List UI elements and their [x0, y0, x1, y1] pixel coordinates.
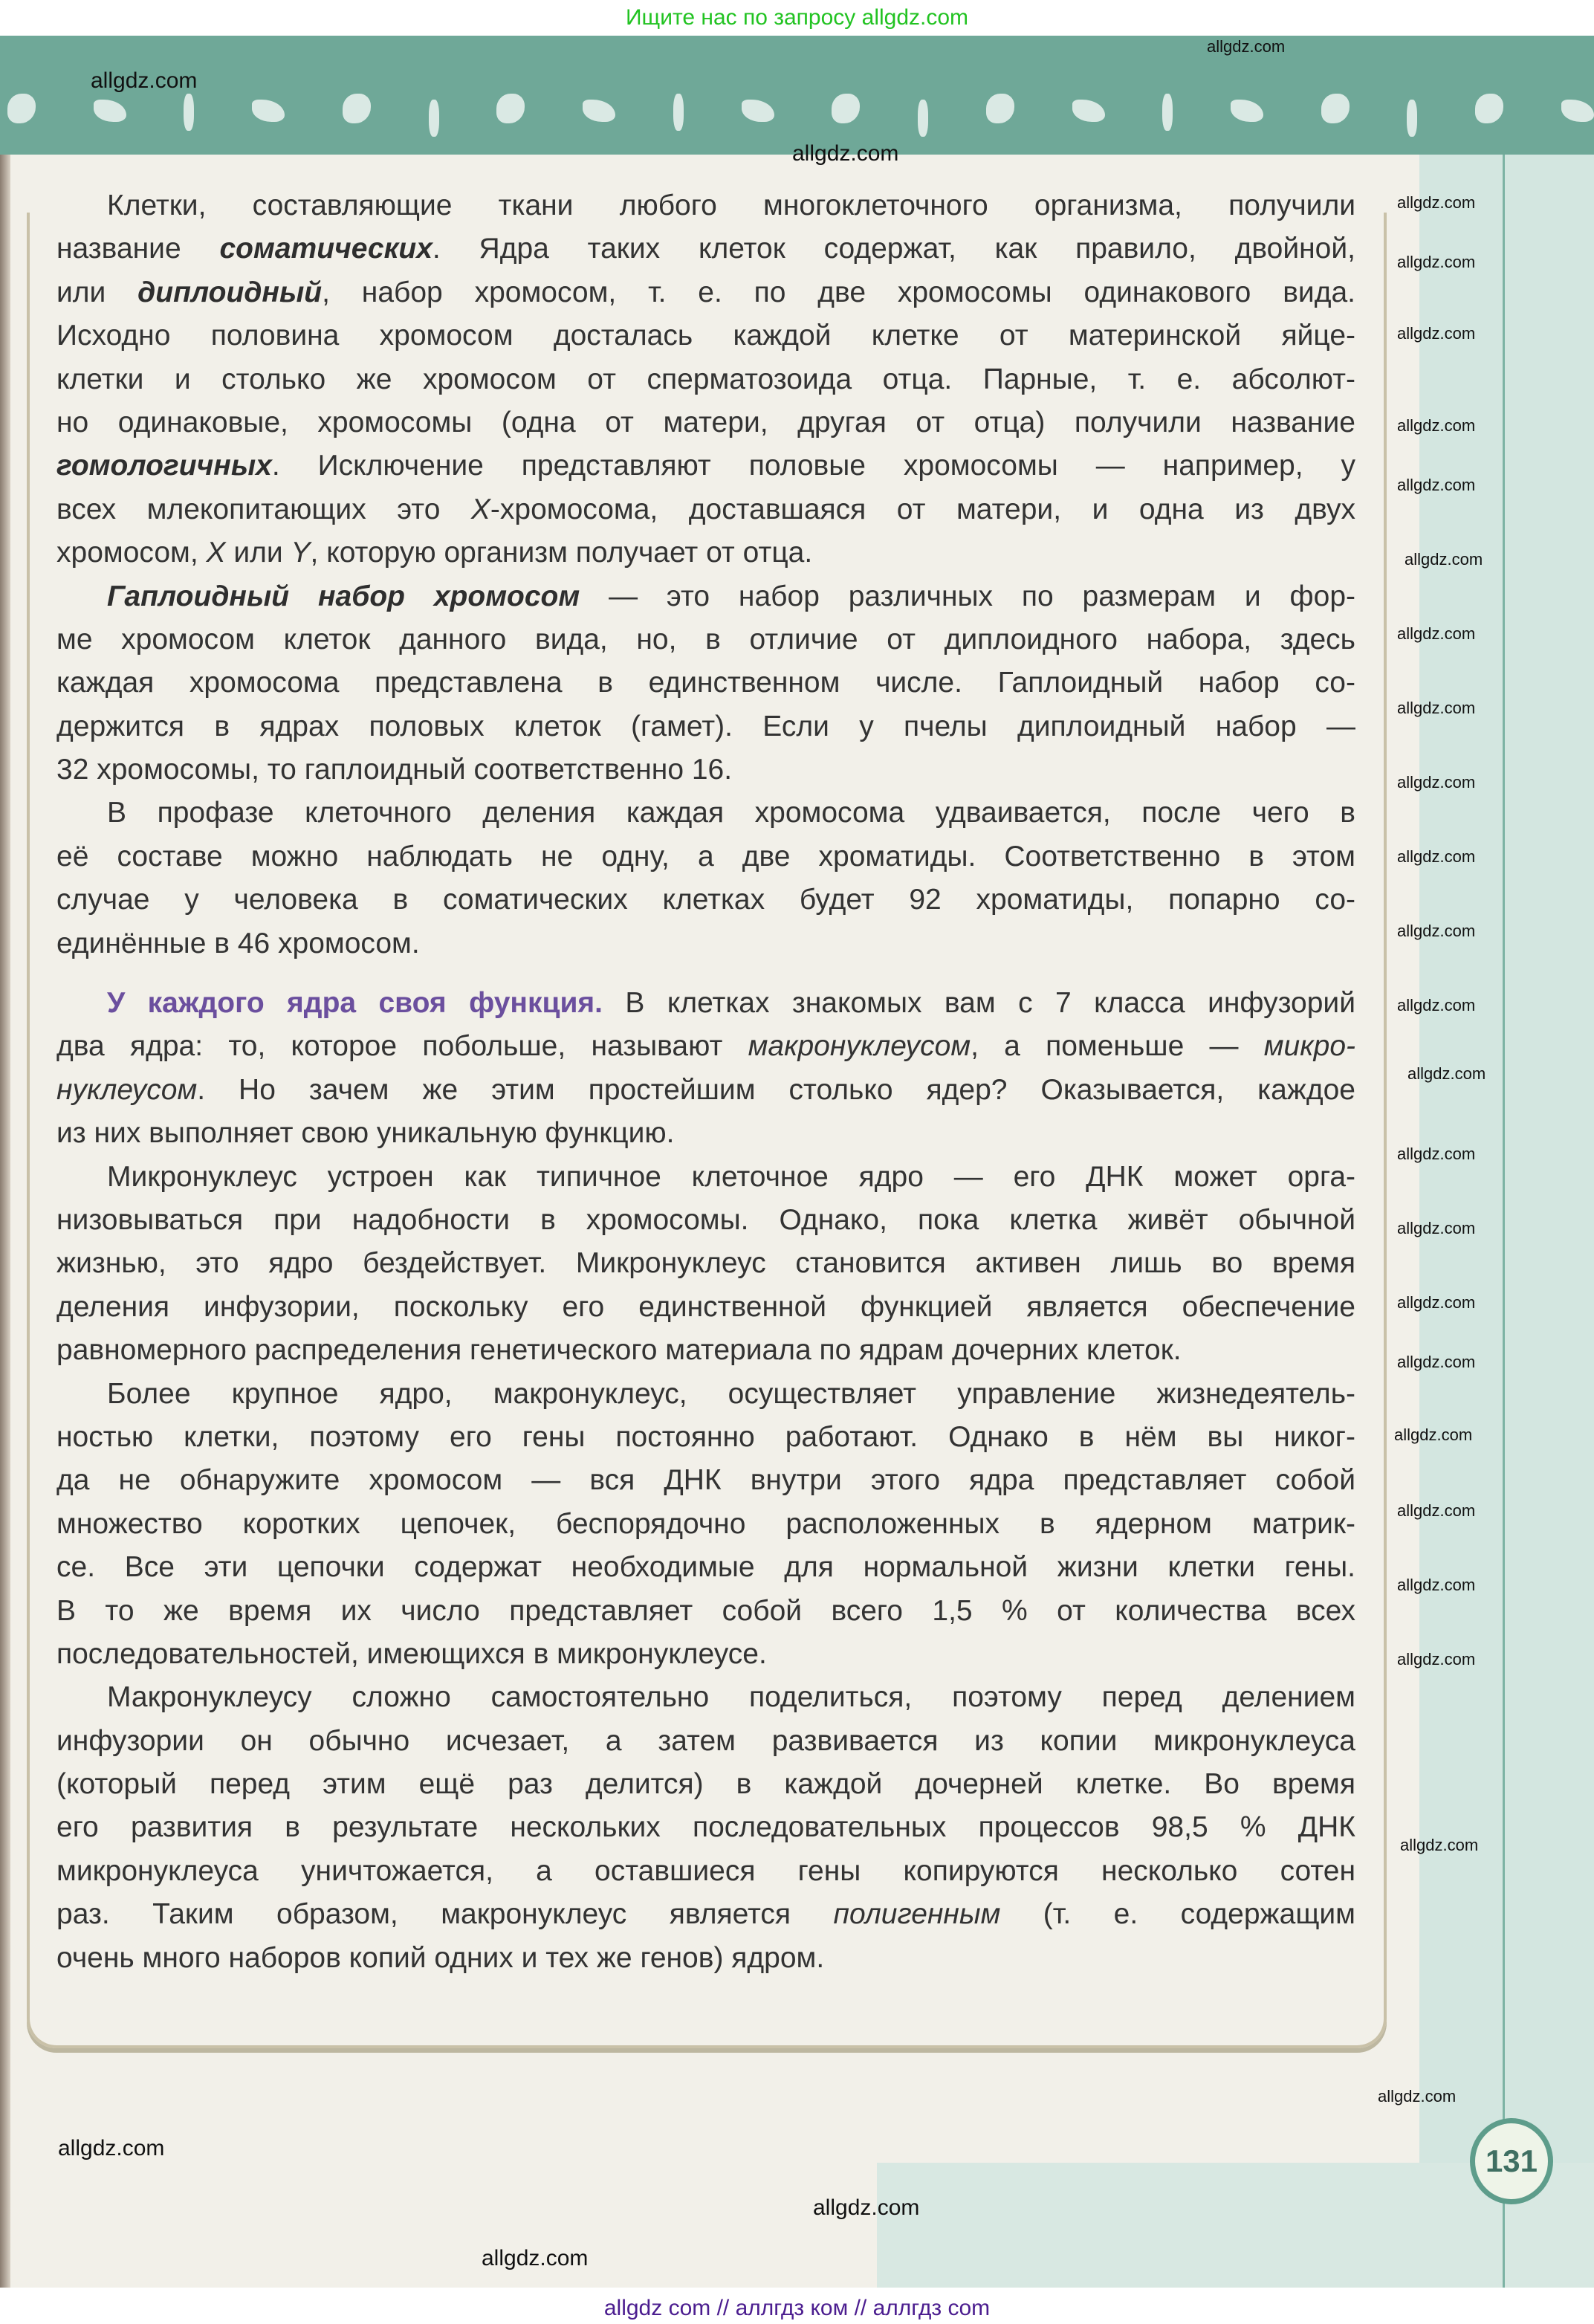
- text-line: [56, 1503, 1355, 1546]
- text-run: или: [225, 537, 291, 569]
- watermark-text: allgdz.com: [1397, 699, 1476, 717]
- section-heading: У каждого ядра своя функция.: [107, 987, 603, 1020]
- watermark-text: allgdz.com: [482, 2246, 589, 2270]
- watermark-text: allgdz.com: [1378, 2087, 1457, 2105]
- animal-silhouette-icon: [673, 94, 684, 131]
- text-run: В то же время их число представляет собой всего 1,5 % от количества всех: [56, 1594, 1355, 1627]
- text-line: [56, 1156, 1355, 1199]
- animal-silhouette-icon: [1162, 94, 1173, 131]
- text-line: [56, 1546, 1355, 1589]
- watermark-text: allgdz.com: [1397, 1219, 1476, 1237]
- header-banner: [0, 36, 1594, 155]
- text-line: [56, 358, 1355, 401]
- text-line: [56, 444, 1355, 488]
- watermark-text: allgdz.com: [1397, 847, 1476, 866]
- book-spine-shadow: [0, 36, 10, 2288]
- text-run: её составе можно наблюдать не одну, а две хроматиды. Соответственно в этом: [56, 840, 1355, 873]
- text-run: единённые в 46 хромосом.: [56, 927, 420, 959]
- animal-silhouette-icon: [496, 94, 525, 123]
- footer-note: allgdz com // аллгдз ком // аллгдз com: [603, 2296, 991, 2320]
- text-run: -хромосома, доставшаяся от матери, и одна из двух: [490, 493, 1355, 525]
- animal-silhouette-icon: [832, 94, 860, 123]
- text-run: — это набор различных по размерам и фор-: [580, 580, 1355, 612]
- text-line: [56, 1242, 1355, 1285]
- watermark-text: allgdz.com: [1397, 1145, 1476, 1163]
- text-line: [56, 661, 1355, 705]
- text-line: [56, 922, 1355, 965]
- text-line: [56, 401, 1355, 444]
- text-run: (т. е. содержащим: [1000, 1898, 1355, 1931]
- watermark-text: allgdz.com: [1394, 1425, 1473, 1444]
- text-line: [56, 1893, 1355, 1936]
- watermark-text: allgdz.com: [1397, 253, 1476, 271]
- watermark-text: allgdz.com: [1397, 416, 1476, 435]
- animal-silhouette-icon: [1321, 94, 1350, 123]
- text-run: низовываться при надобности в хромосомы. Однако, пока клетка живёт обычной: [56, 1203, 1355, 1236]
- text-run: или: [56, 276, 138, 308]
- animal-silhouettes-row: [7, 94, 1594, 138]
- animal-silhouette-icon: [343, 94, 371, 123]
- watermark-text: allgdz.com: [1397, 1293, 1476, 1312]
- watermark-text: allgdz.com: [1397, 1650, 1476, 1668]
- text-line: [56, 1806, 1355, 1849]
- text-line: [56, 1416, 1355, 1459]
- italic-text: нуклеусом: [56, 1073, 198, 1106]
- text-line: [56, 1720, 1355, 1763]
- page-number-badge: [1470, 2118, 1553, 2204]
- watermark-text: allgdz.com: [1207, 37, 1286, 56]
- text-line: [56, 271, 1355, 314]
- text-run: ностью клетки, поэтому его гены постоянно работают. Однако в нём вы никог-: [56, 1420, 1355, 1453]
- key-term: соматических: [219, 233, 432, 265]
- animal-silhouette-icon: [1072, 100, 1105, 122]
- animal-silhouette-icon: [1231, 100, 1263, 122]
- text-line: [56, 1590, 1355, 1633]
- text-line: [56, 705, 1355, 748]
- text-line: [56, 748, 1355, 792]
- watermark-text: allgdz.com: [1407, 1064, 1486, 1083]
- text-line: [56, 1763, 1355, 1806]
- text-run: микронуклеуса уничтожается, а оставшиеся гены копируются несколько сотен: [56, 1854, 1355, 1887]
- margin-divider-line: [1503, 155, 1505, 2288]
- watermark-text: allgdz.com: [58, 2136, 165, 2160]
- text-run: всех млекопитающих это: [56, 493, 471, 525]
- text-line: [56, 1286, 1355, 1329]
- watermark-text: allgdz.com: [1405, 550, 1483, 569]
- watermark-text: allgdz.com: [1397, 193, 1476, 212]
- text-run: но одинаковые, хромосомы (одна от матери, другая от отца) получили название: [56, 406, 1355, 438]
- watermark-text: allgdz.com: [1397, 922, 1476, 940]
- italic-text: микро-: [1263, 1030, 1355, 1063]
- text-run: Микронуклеус устроен как типичное клеточное ядро — его ДНК может орга-: [107, 1160, 1355, 1193]
- text-run: В профазе клеточного деления каждая хромосома удваивается, после чего в: [107, 797, 1355, 829]
- watermark-text: allgdz.com: [1397, 773, 1476, 792]
- text-line: [56, 1025, 1355, 1068]
- text-run: каждая хромосома представлена в единственном числе. Гаплоидный набор со-: [56, 667, 1355, 699]
- text-line: [56, 1633, 1355, 1676]
- text-line: [56, 1199, 1355, 1242]
- animal-silhouette-icon: [918, 100, 928, 137]
- text-line: [56, 1069, 1355, 1112]
- text-run: , а поменьше —: [971, 1030, 1264, 1063]
- text-line: [56, 488, 1355, 531]
- text-line: [56, 227, 1355, 271]
- text-run: , которую организм получает от отца.: [310, 537, 813, 569]
- animal-silhouette-icon: [184, 94, 194, 131]
- text-run: да не обнаружите хромосом — вся ДНК внутри этого ядра представляет собой: [56, 1464, 1355, 1497]
- text-run: Исходно половина хромосом досталась каждой клетке от материнской яйце-: [56, 320, 1355, 352]
- text-line: [56, 314, 1355, 357]
- animal-silhouette-icon: [7, 94, 36, 123]
- paragraph-gap: [56, 965, 1355, 982]
- text-run: последовательностей, имеющихся в микронуклеусе.: [56, 1637, 767, 1670]
- watermark-text: allgdz.com: [1397, 1576, 1476, 1594]
- animal-silhouette-icon: [1561, 100, 1594, 122]
- text-run: Макронуклеусу сложно самостоятельно поделиться, поэтому перед делением: [107, 1681, 1355, 1714]
- key-term: Гаплоидный набор хромосом: [107, 580, 580, 612]
- text-run: держится в ядрах половых клеток (гамет). Если у пчелы диплоидный набор —: [56, 710, 1355, 742]
- italic-text: Y: [291, 537, 311, 569]
- italic-text: X: [470, 493, 490, 525]
- watermark-text: allgdz.com: [813, 2195, 920, 2220]
- key-term: гомологичных: [56, 450, 272, 482]
- text-line: [56, 1676, 1355, 1719]
- text-run: ме хромосом клеток данного вида, но, в отличие от диплоидного набора, здесь: [56, 623, 1355, 656]
- text-line: [56, 1329, 1355, 1372]
- text-line: [56, 835, 1355, 878]
- animal-silhouette-icon: [742, 100, 774, 122]
- text-run: очень много наборов копий одних и тех же генов) ядром.: [56, 1941, 825, 1974]
- text-run: деления инфузории, поскольку его единственной функцией является обеспечение: [56, 1290, 1355, 1323]
- watermark-text: allgdz.com: [1397, 476, 1476, 494]
- text-line: [56, 618, 1355, 661]
- animal-silhouette-icon: [94, 100, 126, 122]
- text-line: [56, 792, 1355, 835]
- text-run: его развития в результате нескольких последовательных процессов 98,5 % ДНК: [56, 1811, 1355, 1844]
- key-term: диплоидный: [137, 276, 323, 308]
- text-line: [56, 184, 1355, 227]
- text-run: из них выполняет свою уникальную функцию.: [56, 1117, 675, 1150]
- animal-silhouette-icon: [986, 94, 1014, 123]
- animal-silhouette-icon: [1475, 94, 1503, 123]
- text-run: , набор хромосом, т. е. по две хромосомы одинакового вида.: [322, 276, 1355, 308]
- watermark-text: allgdz.com: [792, 141, 899, 166]
- text-run: инфузории он обычно исчезает, а затем развивается из копии микронуклеуса: [56, 1724, 1355, 1757]
- text-run: 32 хромосомы, то гаплоидный соответственно 16.: [56, 754, 733, 786]
- watermark-text: allgdz.com: [1397, 624, 1476, 643]
- text-run: равномерного распределения генетического материала по ядрам дочерних клеток.: [56, 1334, 1182, 1367]
- text-run: хромосом,: [56, 537, 207, 569]
- text-line: [56, 1112, 1355, 1155]
- text-run: . Но зачем же этим простейшим столько ядер? Оказывается, каждое: [197, 1073, 1355, 1106]
- text-run: жизнью, это ядро бездействует. Микронуклеус становится активен лишь во время: [56, 1247, 1355, 1280]
- page-number: 131: [1485, 2143, 1538, 2178]
- animal-silhouette-icon: [583, 100, 615, 122]
- text-line: [56, 1459, 1355, 1502]
- top-search-note: Ищите нас по запросу allgdz.com: [625, 5, 969, 30]
- italic-text: X: [206, 537, 226, 569]
- text-run: раз. Таким образом, макронуклеус является: [56, 1898, 834, 1931]
- body-text: [56, 184, 1355, 1980]
- watermark-text: allgdz.com: [1397, 996, 1476, 1014]
- text-run: множество коротких цепочек, беспорядочно расположенных в ядерном матрик-: [56, 1507, 1355, 1540]
- text-run: два ядра: то, которое побольше, называют: [56, 1030, 748, 1063]
- text-run: . Ядра таких клеток содержат, как правило, двойной,: [432, 233, 1355, 265]
- watermark-text: allgdz.com: [1397, 1353, 1476, 1371]
- text-run: клетки и столько же хромосом от сперматозоида отца. Парные, т. е. абсолют-: [56, 363, 1355, 395]
- text-run: В клетках знакомых вам с 7 класса инфузорий: [603, 987, 1355, 1020]
- text-line: [56, 531, 1355, 574]
- animal-silhouette-icon: [252, 100, 285, 122]
- text-run: се. Все эти цепочки содержат необходимые для нормальной жизни клетки гены.: [56, 1551, 1355, 1584]
- italic-text: макронуклеусом: [748, 1030, 971, 1063]
- text-line: [56, 982, 1355, 1025]
- text-line: [56, 1850, 1355, 1893]
- watermark-text: allgdz.com: [91, 68, 198, 93]
- italic-text: полигенным: [833, 1898, 1001, 1931]
- watermark-text: allgdz.com: [1397, 1501, 1476, 1520]
- text-line: [56, 1373, 1355, 1416]
- watermark-text: allgdz.com: [1397, 324, 1476, 343]
- text-run: случае у человека в соматических клетках будет 92 хроматиды, попарно со-: [56, 884, 1355, 916]
- animal-silhouette-icon: [429, 100, 439, 137]
- text-run: . Исключение представляют половые хромосомы — например, у: [271, 450, 1355, 482]
- text-line: [56, 878, 1355, 922]
- text-run: название: [56, 233, 220, 265]
- watermark-text: allgdz.com: [1400, 1836, 1479, 1854]
- text-run: Клетки, составляющие ткани любого многоклеточного организма, получили: [107, 190, 1355, 221]
- animal-silhouette-icon: [1407, 100, 1417, 137]
- text-line: [56, 575, 1355, 618]
- text-run: Более крупное ядро, макронуклеус, осуществляет управление жизнедеятель-: [107, 1377, 1355, 1410]
- text-run: (который перед этим ещё раз делится) в каждой дочерней клетке. Во время: [56, 1768, 1355, 1801]
- text-line: [56, 1937, 1355, 1980]
